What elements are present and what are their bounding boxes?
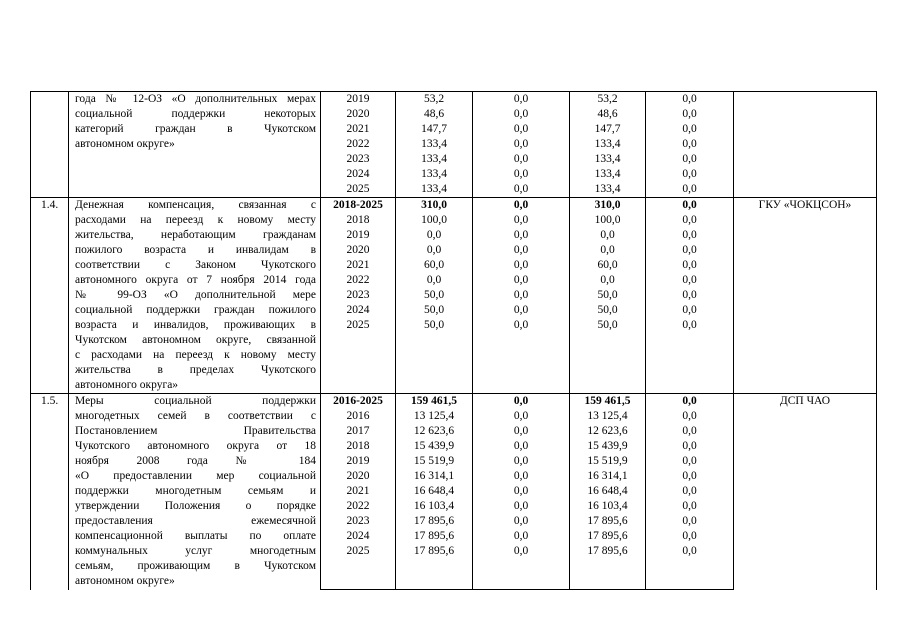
empty-cell (396, 559, 473, 590)
description-line: семьям, проживающим в Чукотском (75, 560, 316, 572)
other-cell: 0,0 (646, 544, 734, 559)
year-cell: 2018 (321, 213, 396, 228)
table-row (31, 394, 877, 410)
other-cell: 0,0 (646, 514, 734, 529)
regional-cell: 50,0 (570, 318, 646, 333)
total-cell: 100,0 (396, 213, 473, 228)
federal-cell: 0,0 (473, 122, 570, 137)
regional-cell: 13 125,4 (570, 409, 646, 424)
other-cell: 0,0 (646, 182, 734, 198)
year-cell: 2020 (321, 243, 396, 258)
federal-cell: 0,0 (473, 424, 570, 439)
total-cell: 133,4 (396, 182, 473, 198)
empty-cell (570, 333, 646, 394)
federal-cell: 0,0 (473, 409, 570, 424)
description-line: соответствии с Законом Чукотского (75, 259, 316, 271)
description-line: коммунальных услуг многодетным (75, 545, 316, 557)
empty-cell (646, 333, 734, 394)
description-line: социальной поддержки граждан пожилого (75, 304, 316, 316)
regional-cell: 133,4 (570, 152, 646, 167)
federal-cell: 0,0 (473, 484, 570, 499)
year-cell: 2019 (321, 92, 396, 108)
regional-cell: 147,7 (570, 122, 646, 137)
federal-cell: 0,0 (473, 198, 570, 214)
table-row (31, 92, 877, 108)
year-cell: 2022 (321, 273, 396, 288)
total-cell: 13 125,4 (396, 409, 473, 424)
other-cell: 0,0 (646, 198, 734, 214)
other-cell: 0,0 (646, 228, 734, 243)
total-cell: 310,0 (396, 198, 473, 214)
regional-cell: 12 623,6 (570, 424, 646, 439)
federal-cell: 0,0 (473, 182, 570, 198)
total-cell: 16 314,1 (396, 469, 473, 484)
description-line: категорий граждан в Чукотском (75, 123, 316, 135)
year-cell: 2024 (321, 303, 396, 318)
federal-cell: 0,0 (473, 514, 570, 529)
other-cell: 0,0 (646, 454, 734, 469)
regional-cell: 48,6 (570, 107, 646, 122)
year-cell: 2023 (321, 152, 396, 167)
regional-cell: 133,4 (570, 167, 646, 182)
federal-cell: 0,0 (473, 499, 570, 514)
regional-cell: 0,0 (570, 273, 646, 288)
total-cell: 53,2 (396, 92, 473, 108)
item-index: 1.5. (31, 394, 69, 590)
total-cell: 159 461,5 (396, 394, 473, 410)
regional-cell: 17 895,6 (570, 544, 646, 559)
federal-cell: 0,0 (473, 469, 570, 484)
total-cell: 15 439,9 (396, 439, 473, 454)
regional-cell: 17 895,6 (570, 514, 646, 529)
year-cell: 2020 (321, 469, 396, 484)
other-cell: 0,0 (646, 409, 734, 424)
item-description (69, 394, 321, 590)
other-cell: 0,0 (646, 213, 734, 228)
description-line: поддержки многодетным семьям и (75, 485, 316, 497)
item-index: 1.4. (31, 198, 69, 394)
total-cell: 16 648,4 (396, 484, 473, 499)
description-line: утверждении Положения о порядке (75, 500, 316, 512)
regional-cell: 53,2 (570, 92, 646, 108)
empty-cell (321, 559, 396, 590)
item-description (69, 92, 321, 198)
year-cell: 2024 (321, 529, 396, 544)
description-line: возраста и инвалидов, проживающих в (75, 319, 316, 331)
federal-cell: 0,0 (473, 258, 570, 273)
regional-cell: 15 519,9 (570, 454, 646, 469)
year-cell: 2023 (321, 288, 396, 303)
description-line: многодетных семей в соответствии с (75, 410, 316, 422)
regional-cell: 133,4 (570, 137, 646, 152)
other-cell: 0,0 (646, 469, 734, 484)
year-cell: 2021 (321, 484, 396, 499)
other-cell: 0,0 (646, 318, 734, 333)
other-cell: 0,0 (646, 167, 734, 182)
total-cell: 17 895,6 (396, 529, 473, 544)
regional-cell: 100,0 (570, 213, 646, 228)
federal-cell: 0,0 (473, 439, 570, 454)
federal-cell: 0,0 (473, 454, 570, 469)
regional-cell: 60,0 (570, 258, 646, 273)
regional-cell: 159 461,5 (570, 394, 646, 410)
budget-table (30, 91, 877, 590)
year-cell: 2016-2025 (321, 394, 396, 410)
federal-cell: 0,0 (473, 228, 570, 243)
description-line: компенсационной выплаты по оплате (75, 530, 316, 542)
other-cell: 0,0 (646, 303, 734, 318)
federal-cell: 0,0 (473, 318, 570, 333)
description-line: № 99-ОЗ «О дополнительной мере (75, 289, 316, 301)
description-line: автономном округе» (75, 138, 175, 150)
item-description (69, 198, 321, 394)
description-line: «О предоставлении мер социальной (75, 470, 316, 482)
executor-cell: ДСП ЧАО (734, 394, 877, 590)
federal-cell: 0,0 (473, 243, 570, 258)
year-cell: 2020 (321, 107, 396, 122)
year-cell: 2019 (321, 228, 396, 243)
empty-cell (570, 559, 646, 590)
year-cell: 2025 (321, 182, 396, 198)
year-cell: 2025 (321, 318, 396, 333)
year-cell: 2017 (321, 424, 396, 439)
total-cell: 50,0 (396, 303, 473, 318)
total-cell: 16 103,4 (396, 499, 473, 514)
federal-cell: 0,0 (473, 213, 570, 228)
description-line: пожилого возраста и инвалидам в (75, 244, 316, 256)
description-line: Меры социальной поддержки (75, 395, 316, 407)
description-line: автономного округа от 7 ноября 2014 года (75, 274, 316, 286)
federal-cell: 0,0 (473, 394, 570, 410)
description-line: Постановлением Правительства (75, 425, 316, 437)
total-cell: 17 895,6 (396, 514, 473, 529)
regional-cell: 16 103,4 (570, 499, 646, 514)
year-cell: 2016 (321, 409, 396, 424)
description-line: Денежная компенсация, связанная с (75, 199, 316, 211)
federal-cell: 0,0 (473, 167, 570, 182)
other-cell: 0,0 (646, 92, 734, 108)
other-cell: 0,0 (646, 107, 734, 122)
other-cell: 0,0 (646, 529, 734, 544)
year-cell: 2023 (321, 514, 396, 529)
description-line: ноября 2008 года № 184 (75, 455, 316, 467)
empty-cell (473, 333, 570, 394)
description-line: расходами на переезд к новому месту (75, 214, 316, 226)
other-cell: 0,0 (646, 484, 734, 499)
other-cell: 0,0 (646, 394, 734, 410)
regional-cell: 16 314,1 (570, 469, 646, 484)
total-cell: 50,0 (396, 288, 473, 303)
other-cell: 0,0 (646, 288, 734, 303)
total-cell: 12 623,6 (396, 424, 473, 439)
federal-cell: 0,0 (473, 137, 570, 152)
description-line: жительства, неработающим гражданам (75, 229, 316, 241)
empty-cell (321, 333, 396, 394)
description-line: предоставления ежемесячной (75, 515, 316, 527)
executor-cell (734, 92, 877, 198)
year-cell: 2021 (321, 258, 396, 273)
other-cell: 0,0 (646, 122, 734, 137)
regional-cell: 50,0 (570, 288, 646, 303)
table-row (31, 198, 877, 214)
description-line: социальной поддержки некоторых (75, 108, 316, 120)
description-line: Чукотском автономном округе, связанной (75, 334, 316, 346)
regional-cell: 15 439,9 (570, 439, 646, 454)
regional-cell: 0,0 (570, 243, 646, 258)
regional-cell: 0,0 (570, 228, 646, 243)
empty-cell (396, 333, 473, 394)
federal-cell: 0,0 (473, 288, 570, 303)
other-cell: 0,0 (646, 439, 734, 454)
federal-cell: 0,0 (473, 529, 570, 544)
other-cell: 0,0 (646, 258, 734, 273)
year-cell: 2018 (321, 439, 396, 454)
empty-cell (473, 559, 570, 590)
empty-cell (646, 559, 734, 590)
year-cell: 2021 (321, 122, 396, 137)
regional-cell: 17 895,6 (570, 529, 646, 544)
total-cell: 147,7 (396, 122, 473, 137)
total-cell: 48,6 (396, 107, 473, 122)
federal-cell: 0,0 (473, 107, 570, 122)
description-line: автономного округа» (75, 379, 179, 391)
executor-cell: ГКУ «ЧОКЦСОН» (734, 198, 877, 394)
description-line: жительства в пределах Чукотского (75, 364, 316, 376)
description-line: Чукотского автономного округа от 18 (75, 440, 316, 452)
other-cell: 0,0 (646, 273, 734, 288)
year-cell: 2025 (321, 544, 396, 559)
other-cell: 0,0 (646, 499, 734, 514)
total-cell: 60,0 (396, 258, 473, 273)
total-cell: 133,4 (396, 167, 473, 182)
total-cell: 0,0 (396, 228, 473, 243)
total-cell: 15 519,9 (396, 454, 473, 469)
year-cell: 2024 (321, 167, 396, 182)
year-cell: 2022 (321, 499, 396, 514)
year-cell: 2019 (321, 454, 396, 469)
total-cell: 50,0 (396, 318, 473, 333)
year-cell: 2022 (321, 137, 396, 152)
total-cell: 133,4 (396, 152, 473, 167)
other-cell: 0,0 (646, 137, 734, 152)
total-cell: 17 895,6 (396, 544, 473, 559)
description-line: года № 12-ОЗ «О дополнительных мерах (75, 93, 316, 105)
description-line: автономном округе» (75, 575, 175, 587)
federal-cell: 0,0 (473, 92, 570, 108)
other-cell: 0,0 (646, 243, 734, 258)
federal-cell: 0,0 (473, 273, 570, 288)
federal-cell: 0,0 (473, 152, 570, 167)
regional-cell: 50,0 (570, 303, 646, 318)
total-cell: 0,0 (396, 243, 473, 258)
regional-cell: 133,4 (570, 182, 646, 198)
description-line: с расходами на переезд к новому месту (75, 349, 316, 361)
total-cell: 0,0 (396, 273, 473, 288)
federal-cell: 0,0 (473, 544, 570, 559)
item-index (31, 92, 69, 198)
other-cell: 0,0 (646, 152, 734, 167)
federal-cell: 0,0 (473, 303, 570, 318)
total-cell: 133,4 (396, 137, 473, 152)
other-cell: 0,0 (646, 424, 734, 439)
regional-cell: 310,0 (570, 198, 646, 214)
regional-cell: 16 648,4 (570, 484, 646, 499)
year-cell: 2018-2025 (321, 198, 396, 214)
